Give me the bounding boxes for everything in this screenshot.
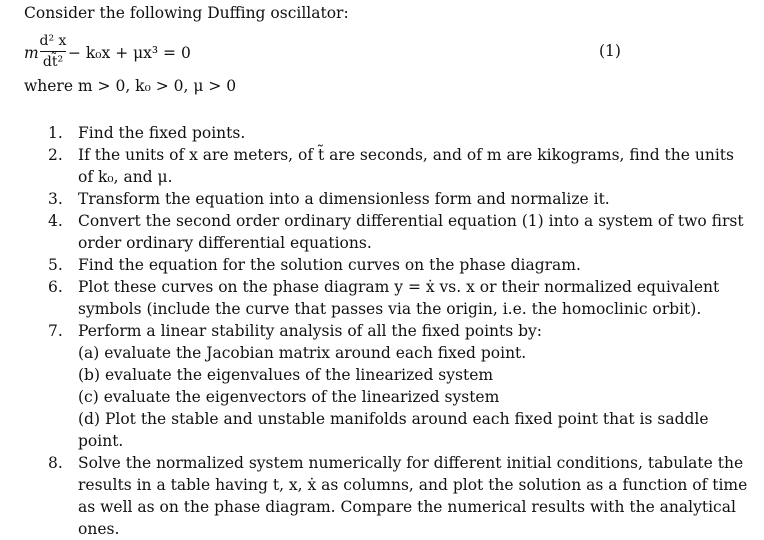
fraction-denominator: dt̃² bbox=[42, 54, 64, 70]
list-item bbox=[48, 320, 753, 452]
item-number: 6. bbox=[48, 278, 63, 296]
second-derivative-fraction bbox=[38, 32, 68, 71]
item-text: Transform the equation into a dimensionless form and normalize it. bbox=[78, 190, 610, 208]
item-text: Find the fixed points. bbox=[78, 124, 246, 142]
parameter-conditions: where m > 0, k₀ > 0, μ > 0 bbox=[24, 77, 237, 95]
item-number: 7. bbox=[48, 322, 63, 340]
item-text: If the units of x are meters, of t̃ are seconds, and of m are kikograms, find the units of k₀, and μ. bbox=[78, 146, 734, 186]
list-item bbox=[48, 276, 753, 320]
sub-item: (a) evaluate the Jacobian matrix around each fixed point. bbox=[78, 344, 527, 362]
sub-item: (b) evaluate the eigenvalues of the linearized system bbox=[78, 366, 494, 384]
duffing-equation bbox=[24, 32, 744, 82]
list-item bbox=[48, 188, 753, 210]
item-text: Plot these curves on the phase diagram y = ẋ vs. x or their normalized equivalent symbols (include the curve that passes via the origin, i.e. the homoclinic orbit). bbox=[78, 278, 720, 318]
list-item bbox=[48, 254, 753, 276]
fraction-numerator: d² x bbox=[39, 33, 67, 49]
item-number: 1. bbox=[48, 124, 63, 142]
sub-item: (d) Plot the stable and unstable manifolds around each fixed point that is saddle point. bbox=[78, 410, 709, 450]
fraction-bar bbox=[40, 51, 66, 52]
mass-coefficient: m bbox=[24, 44, 39, 62]
item-text: Solve the normalized system numerically for different initial conditions, tabulate the results in a table having t, x, ẋ as columns, and plot the solution as a function of time as well as on the phase diagram. Compare the numerical results with the analytical ones. bbox=[78, 454, 748, 538]
item-number: 5. bbox=[48, 256, 63, 274]
item-number: 2. bbox=[48, 146, 63, 164]
equation-terms: − k₀x + μx³ = 0 bbox=[68, 44, 191, 62]
list-item bbox=[48, 144, 753, 188]
sub-item: (c) evaluate the eigenvectors of the linearized system bbox=[78, 388, 500, 406]
item-number: 3. bbox=[48, 190, 63, 208]
item-text: Find the equation for the solution curves on the phase diagram. bbox=[78, 256, 581, 274]
intro-text: Consider the following Duffing oscillator: bbox=[24, 4, 349, 22]
item-number: 4. bbox=[48, 212, 63, 230]
item-number: 8. bbox=[48, 454, 63, 472]
item-text: Convert the second order ordinary differential equation (1) into a system of two first order ordinary differential equations. bbox=[78, 212, 744, 252]
list-item bbox=[48, 122, 753, 144]
list-item bbox=[48, 210, 753, 254]
equation-number: (1) bbox=[599, 42, 621, 60]
item-text: Perform a linear stability analysis of all the fixed points by: bbox=[78, 322, 543, 340]
task-list bbox=[48, 122, 753, 540]
list-item bbox=[48, 452, 753, 540]
